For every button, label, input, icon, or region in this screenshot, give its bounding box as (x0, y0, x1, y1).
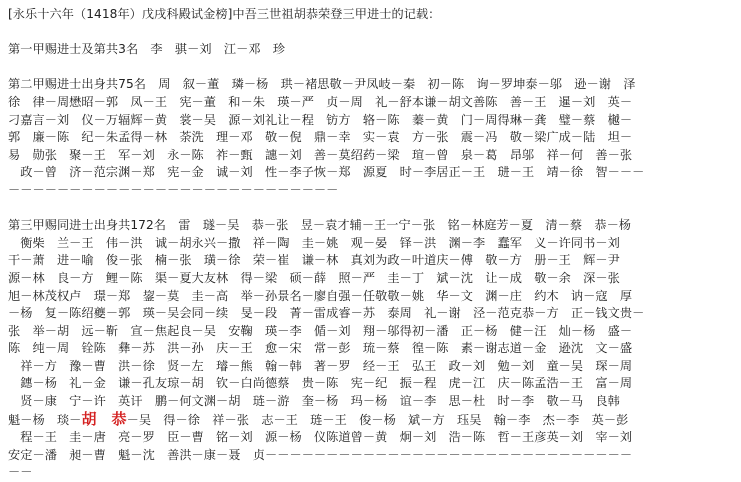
first-class-list: 第一甲赐进士及第共3名 李 骐－刘 江－邓 珍 (8, 42, 286, 57)
text-after-highlight: －吴 得－徐 祥－张 志－王 琏－王 俊－杨 斌－方 珏吴 翰－李 杰－李 英－彭 (126, 412, 629, 427)
second-class-block (8, 76, 734, 199)
third-class-line: 源－林 良－方 鲤－陈 渠－夏大友林 得－梁 硕－薛 照－严 圭－丁 斌－沈 让－成 敬－余 深－张 (8, 270, 620, 285)
second-class-line: 易 勋张 聚－王 军－刘 永－陈 祚－甄 譓－刘 善－莫绍药－梁 瑄－曾 泉－葛 昂邬 祥－何 善－张 (8, 147, 633, 162)
third-class-highlight-line (8, 411, 734, 430)
third-class-line: 第三甲赐同进士出身共172名 雷 璲－吴 恭－张 昱－袁才辅－王一宁－张 铭－林庭芳－夏 清－蔡 恭－杨 (8, 218, 632, 233)
document-page (8, 6, 734, 482)
second-class-line: 徐 律－周懋昭－郭 凤－王 宪－董 和－朱 瑛－严 贞－周 礼－舒本谦－胡文善陈 善－王 暹－刘 英－ (8, 94, 633, 109)
text-before-highlight: 魁－杨 琰－ (8, 412, 82, 427)
third-class-line: 程－王 圭－唐 亮－罗 臣－曹 铭－刘 源－杨 仪陈道曾－黄 炯－刘 浩－陈 哲－王彦英－刘 宰－刘 (8, 430, 633, 445)
third-class-line: 祥－方 豫－曹 洪－徐 贤－左 璿－熊 翰－韩 著－罗 经－王 弘王 政－刘 勉－刘 童－吴 琛－周 (8, 358, 633, 373)
second-class-line: 政－曾 济－范宗渊－郑 宪－金 诚－刘 性－李子恢－郑 源夏 时－李居正－王 琎－王 靖－徐 智－－－ (8, 165, 645, 180)
third-class-line: 安定－潘 昶－曹 魁－沈 善洪－康－聂 贞－－－－－－－－－－－－－－－－－－－－－－－－－－－－－－ (8, 447, 633, 462)
spacer (8, 200, 734, 218)
spacer (8, 59, 734, 77)
third-class-line: －杨 复－陈绍夔－郭 瑛－吴会同－续 旻－段 菁－雷成睿－苏 泰周 礼－谢 泾－范克恭－方 正－钱文贵－ (8, 306, 645, 321)
third-class-line: 干－萧 进－喻 俊－张 楠－张 璜－徐 荣－崔 谦－林 真刘为政－叶道庆－傅 敬－方 册－王 辉－尹 (8, 253, 620, 268)
third-class-line: 衡柴 兰－王 伟－洪 诚－胡永兴－撒 祥－陶 圭－姚 观－晏 铎－洪 渊－李 蠢军 义－许同书－刘 (8, 235, 620, 250)
second-class-line: 第二甲赐进士出身共75名 周 叙－董 璘－杨 珙－褚思敬－尹凤岐－秦 初－陈 询－罗坤泰－邬 逊－谢 泽 (8, 77, 636, 92)
highlighted-name: 胡 恭 (81, 409, 127, 428)
spacer (8, 24, 734, 42)
third-class-line: 旭－林茂权卢 璟－郑 鋆－莫 圭－高 举－孙景名－廖自强－任敬敬－姚 华－文 渊－庄 约木 讷－寇 厚 (8, 288, 633, 303)
second-class-line: －－－－－－－－－－－－－－－－－－－－－－－－－－－ (8, 182, 339, 197)
second-class-line: 刁嘉言－刘 仪－万辐辉－黄 裳－吴 源－刘礼让－程 钫方 辂－陈 蓁－黄 门－周得琳－龚 璧－蔡 樾－ (8, 112, 633, 127)
third-class-line: 张 举－胡 远－靳 宣－焦起良－吴 安鞠 瑛－李 偱－刘 翔－邬得初－潘 正－杨 健－汪 灿－杨 盛－ (8, 323, 633, 338)
third-class-line: 鏸－杨 礼－金 谦－孔友琼－胡 钦－白尚德蔡 贵－陈 宪－纪 振－程 虎－江 庆－陈孟浩－王 富－周 (8, 376, 633, 391)
third-class-block (8, 217, 734, 482)
page-title: [永乐十六年（1418年）戊戌科殿试金榜]中吾三世祖胡恭荣登三甲进士的记载： (8, 7, 441, 21)
third-class-line: 贤－康 宁－许 英讦 鹏－何文渊－胡 琏－游 奎－杨 玛－杨 谊－李 思－杜 时－李 敬－马 良韩 (8, 394, 620, 409)
second-class-line: 郭 廉－陈 纪－朱孟得－林 荼洗 理－邓 敬－倪 鼎－幸 实－袁 方－张 震－冯 敬－梁广成－陆 坦－ (8, 130, 633, 145)
third-class-line: 陈 纯－周 铨陈 彝－苏 洪－孙 庆－王 愈－宋 常－彭 琉－蔡 徨－陈 素－谢志道－金 逊沈 文－盛 (8, 341, 633, 356)
third-class-line: －－ (8, 465, 33, 480)
